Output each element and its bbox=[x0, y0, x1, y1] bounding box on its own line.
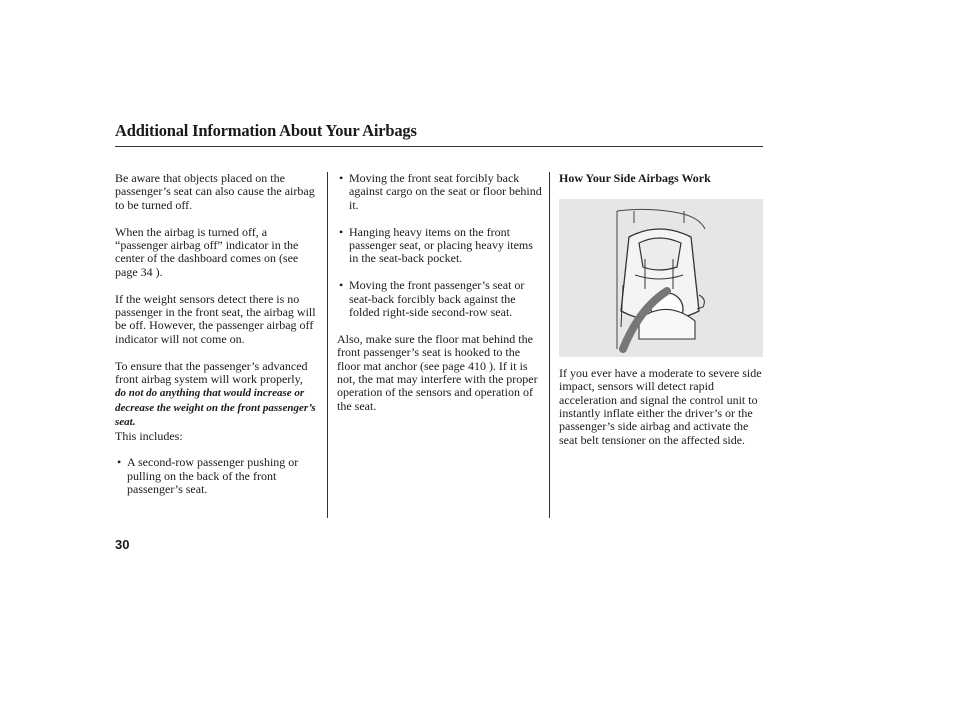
paragraph-side-impact: If you ever have a moderate to severe side impact, sensors will detect rapid acceleration and signal the control unit to instantly inflate either the driver’s or the passenger’s side airbag and activate the seat belt tensioner on the affected side. bbox=[559, 365, 762, 447]
seat-occupant-illustration bbox=[559, 199, 763, 357]
paragraph-ensure-proper-operation bbox=[115, 360, 316, 443]
bullet-icon: • bbox=[339, 224, 344, 239]
list-item bbox=[337, 172, 542, 212]
paragraph-weight-sensors: If the weight sensors detect there is no passenger in the front seat, the airbag will be off. However, the passenger airbag off indicator will not come on. bbox=[115, 291, 316, 346]
list-item-text: Moving the front seat forcibly back against cargo on the seat or floor behind it. bbox=[349, 171, 542, 212]
paragraph-indicator: When the airbag is turned off, a “passenger airbag off” indicator in the center of the dashboard comes on (see page 34 ). bbox=[115, 224, 299, 279]
column-1 bbox=[115, 172, 316, 510]
list-item bbox=[337, 279, 542, 319]
list-item-text: A second-row passenger pushing or pulling on the back of the front passenger’s seat. bbox=[127, 455, 299, 497]
page-number: 30 bbox=[115, 537, 130, 552]
column-divider-1 bbox=[327, 172, 328, 518]
seat-occupant-icon bbox=[559, 199, 763, 357]
bullet-icon: • bbox=[339, 278, 344, 293]
paragraph-floor-mat: Also, make sure the floor mat behind the front passenger’s seat is hooked to the floor mat anchor (see page 410 ). If it is not, the mat may interfere with the proper operation of the sensors and operation of the seat. bbox=[337, 331, 538, 413]
emphasis-warning: do not do anything that would increase or decrease the weight on the front passenger’s seat. bbox=[115, 387, 316, 429]
paragraph-objects-on-seat: Be aware that objects placed on the passenger’s seat can also cause the airbag to be turned off. bbox=[115, 171, 315, 212]
column-3 bbox=[559, 172, 764, 461]
column-divider-2 bbox=[549, 172, 550, 518]
paragraph-text-end: This includes: bbox=[115, 428, 183, 443]
title-divider bbox=[115, 146, 763, 147]
bullet-icon: • bbox=[117, 455, 122, 470]
list-item bbox=[337, 226, 542, 266]
list-item-text: Hanging heavy items on the front passenger seat, or placing heavy items in the seat-back pocket. bbox=[349, 224, 533, 266]
section-subheading: How Your Side Airbags Work bbox=[559, 171, 711, 185]
column-2 bbox=[337, 172, 542, 427]
bullet-icon: • bbox=[339, 171, 344, 185]
paragraph-text: To ensure that the passenger’s advanced front airbag system will work properly, bbox=[115, 358, 308, 387]
list-item bbox=[115, 456, 316, 496]
list-item-text: Moving the front passenger’s seat or seat-back forcibly back against the folded right-side second-row seat. bbox=[349, 278, 525, 320]
page-title: Additional Information About Your Airbags bbox=[115, 121, 417, 140]
